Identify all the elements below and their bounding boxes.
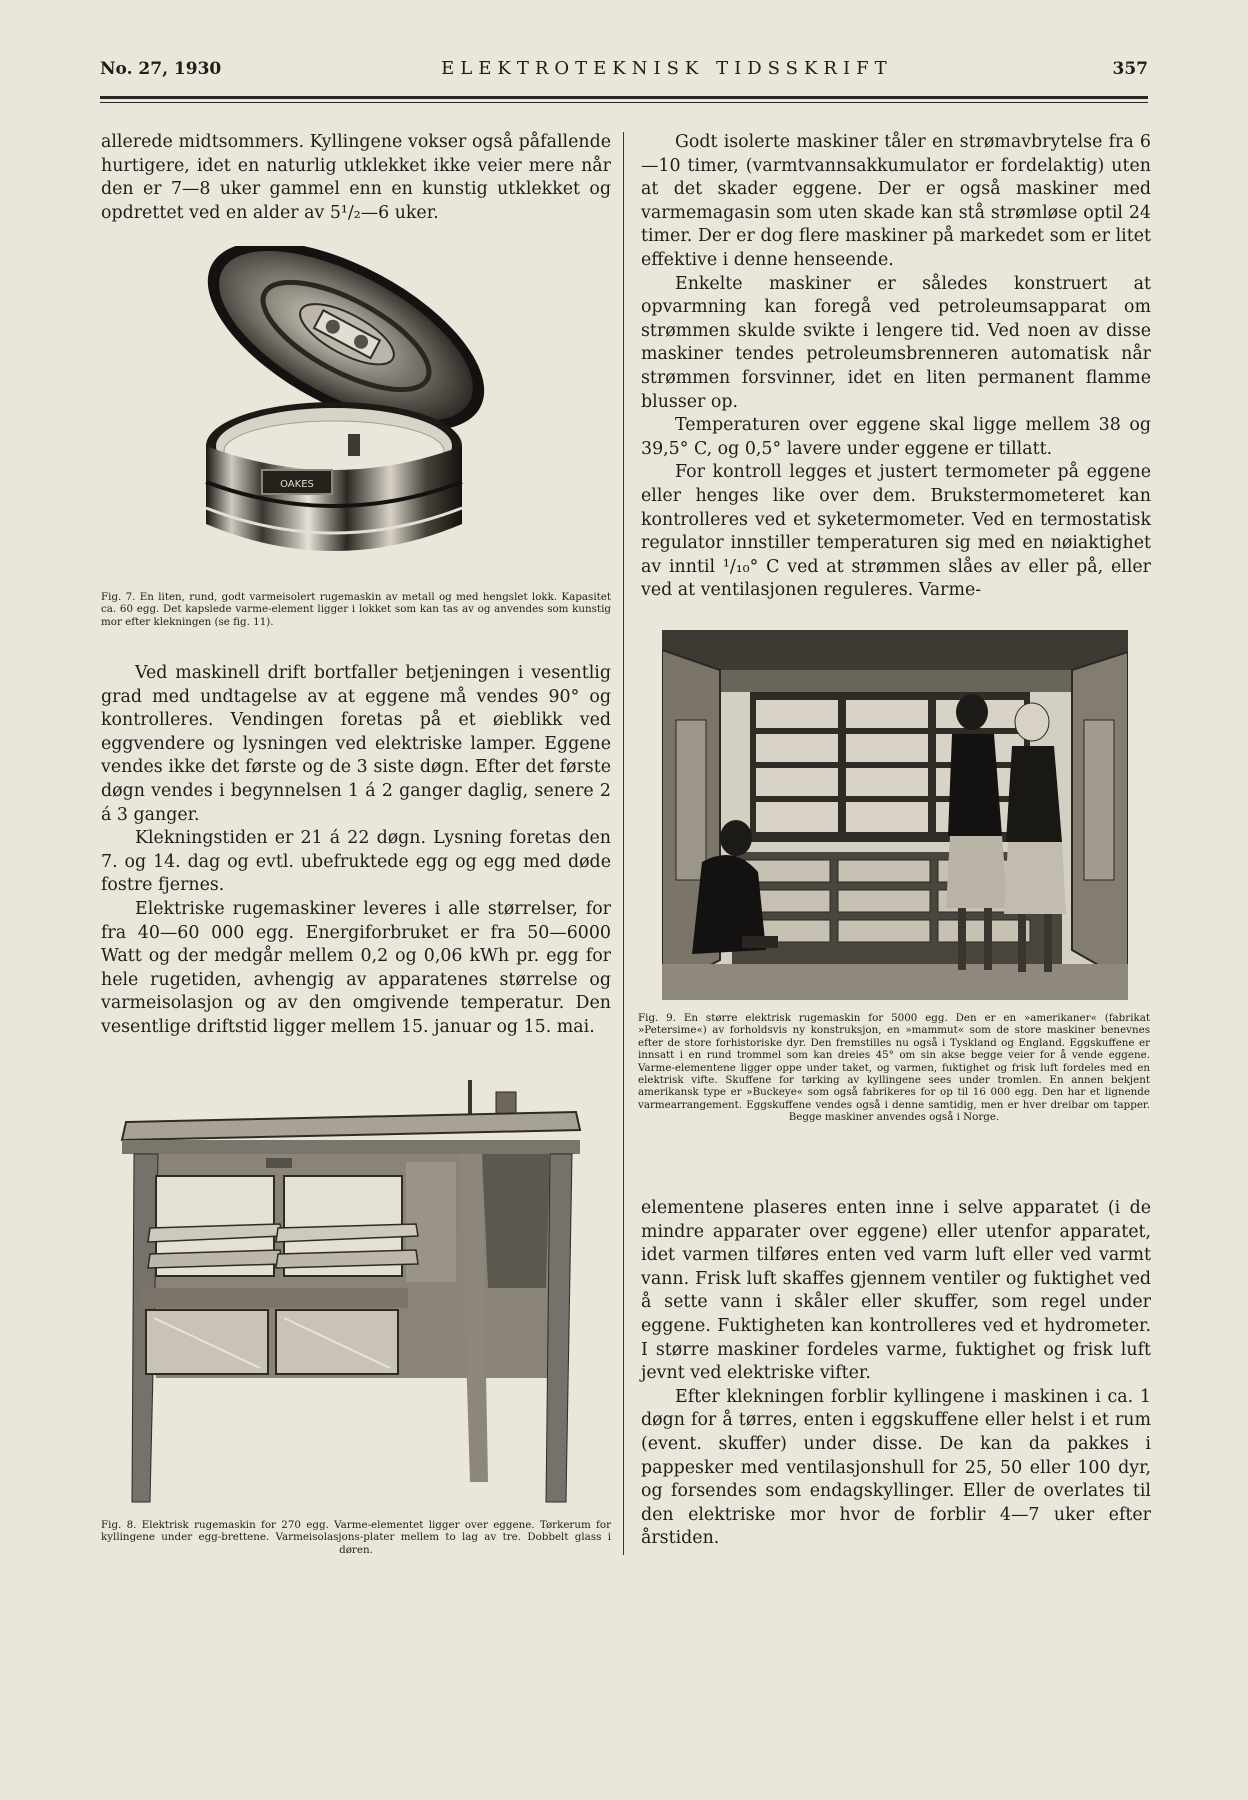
running-header bbox=[100, 58, 1148, 79]
header-rule-thin bbox=[100, 102, 1148, 103]
page-number: 357 bbox=[1112, 59, 1148, 79]
header-rule-thick bbox=[100, 96, 1148, 99]
left-para-4: Elektriske rugemaskiner leveres i alle størrelser, for fra 40—60 000 egg. Energiforbruket er fra 50—6000 Watt og der medgår mellem 0,2 og 0,06 kWh pr. egg for hele rugetiden, avhengig av apparatenes størrelse og varmeisolasjon og av den omgivende temperatur. Den vesentlige driftstid ligger mellem 15. januar og 15. mai. bbox=[101, 898, 611, 1037]
right-para-6: Efter klekningen forblir kyllingene i maskinen i ca. 1 døgn for å tørres, enten i eggskuffene eller helst i et rum (event. skuffer) under disse. De kan da pakkes i pappesker med ventilasjonshull for 25, 50 eller 100 dyr, og forsendes som endagskyllinger. Eller de overlates til den elektriske mor hvor de forblir 4—7 uker efter årstiden. bbox=[641, 1386, 1151, 1549]
right-body-1 bbox=[641, 131, 1151, 603]
right-para-3: Temperaturen over eggene skal ligge mellem 38 og 39,5° C, og 0,5° lavere under eggene er tillatt. bbox=[641, 415, 1151, 459]
journal-title: ELEKTROTEKNISK TIDSSKRIFT bbox=[441, 58, 893, 79]
figure-9-caption: Fig. 9. En større elektrisk rugemaskin for 5000 egg. Den er en »amerikaner« (fabrikat »Petersime«) av forholdsvis ny konstruksjon, en »mammut« som de store maskiner benevnes efter de store forhistoriske dyr. Den fremstilles nu også i Tyskland og England. Eggskuffene er innsatt i en rund trommel som kan dreies 45° om sin akse begge veier for å vende eggene. Varme-elementene ligger oppe under taket, og varmen, fuktighet og frisk luft fordeles med en elektrisk vifte. Skuffene for tørking av kyllingene sees under tromlen. En annen bekjent amerikansk type er »Buckeye« som også fabrikeres for op til 16 000 egg. Den har et lignende varmearrangement. Eggskuffene vendes også i denne samtidig, men er hver dreibar om tapper. Begge maskiner anvendes også i Norge. bbox=[638, 1012, 1150, 1124]
oakes-label: OAKES bbox=[280, 479, 314, 490]
left-para-2: Ved maskinell drift bortfaller betjeningen i vesentlig grad med undtagelse av at eggene må vendes 90° og kontrolleres. Vendingen foretas på et øieblikk ved eggvendere og lysningen ved elektriske lamper. Eggene vendes ikke det første og de 3 siste døgn. Efter det første døgn vendes i begynnelsen 1 á 2 ganger daglig, senere 2 á 3 ganger. bbox=[101, 663, 611, 825]
figure-9-large-incubator-photo bbox=[662, 630, 1128, 1000]
figure-7-caption: Fig. 7. En liten, rund, godt varmeisolert rugemaskin av metall og med hengslet lokk. Kapasitet ca. 60 egg. Det kapslede varme-element ligger i lokket som kan tas av og anvendes som kunstig mor efter klekningen (se fig. 11). bbox=[101, 591, 611, 628]
right-para-4: For kontroll legges et justert termometer på eggene eller henges like over dem. Brukstermometeret kan kontrolleres ved et syketermometer. Ved en termostatisk regulator innstiller temperaturen sig med en nøiaktighet av inntil ¹/₁₀° C ved at strømmen slåes av eller på, eller ved at ventilasjonen reguleres. Varme- bbox=[641, 462, 1151, 601]
figure-7-round-incubator bbox=[196, 246, 516, 582]
left-para-3: Klekningstiden er 21 á 22 døgn. Lysning foretas den 7. og 14. dag og evtl. ubefruktede egg og egg med døde fostre fjernes. bbox=[101, 828, 611, 896]
issue-number: No. 27, 1930 bbox=[100, 59, 222, 79]
figure-8-cabinet-incubator bbox=[120, 1078, 590, 1508]
right-body-2 bbox=[641, 1197, 1151, 1551]
left-para-1: allerede midtsommers. Kyllingene vokser også påfallende hurtigere, idet en naturlig utklekket ikke veier mere når den er 7—8 uker gammel enn en kunstig utklekket og opdrettet ved en alder av 5¹/₂—6 uker. bbox=[101, 132, 611, 223]
figure-8-caption: Fig. 8. Elektrisk rugemaskin for 270 egg. Varme-elementet ligger over eggene. Tørkerum for kyllingene under egg-brettene. Varmeisolasjons-plater mellem to lag av tre. Dobbelt glass i døren. bbox=[101, 1519, 611, 1556]
right-para-1: Godt isolerte maskiner tåler en strømavbrytelse fra 6—10 timer, (varmtvannsakkumulator er fordelaktig) uten at det skader eggene. Der er også maskiner med varmemagasin som uten skade kan stå strømløse optil 24 timer. Der er dog flere maskiner på markedet som er litet effektive i denne henseende. bbox=[641, 132, 1151, 270]
right-para-2: Enkelte maskiner er således konstruert at opvarmning kan foregå ved petroleumsapparat om strømmen skulde svikte i lengere tid. Ved noen av disse maskiner tendes petroleumsbrenneren automatisk når strømmen forsvinner, idet en liten permanent flamme blusser op. bbox=[641, 273, 1151, 412]
left-body-2 bbox=[101, 662, 611, 1040]
column-separator bbox=[623, 132, 624, 1555]
right-para-5: elementene plaseres enten inne i selve apparatet (i de mindre apparater over eggene) eller utenfor apparatet, idet varmen tilføres enten ved varm luft eller ved varmt vann. Frisk luft skaffes gjennem ventiler og fuktighet ved å sette vann i skåler eller skuffer, som regel under eggene. Fuktigheten kan kontrolleres ved et hydrometer. I større maskiner fordeles varme, fuktighet og frisk luft jevnt ved elektriske vifter. bbox=[641, 1198, 1151, 1384]
